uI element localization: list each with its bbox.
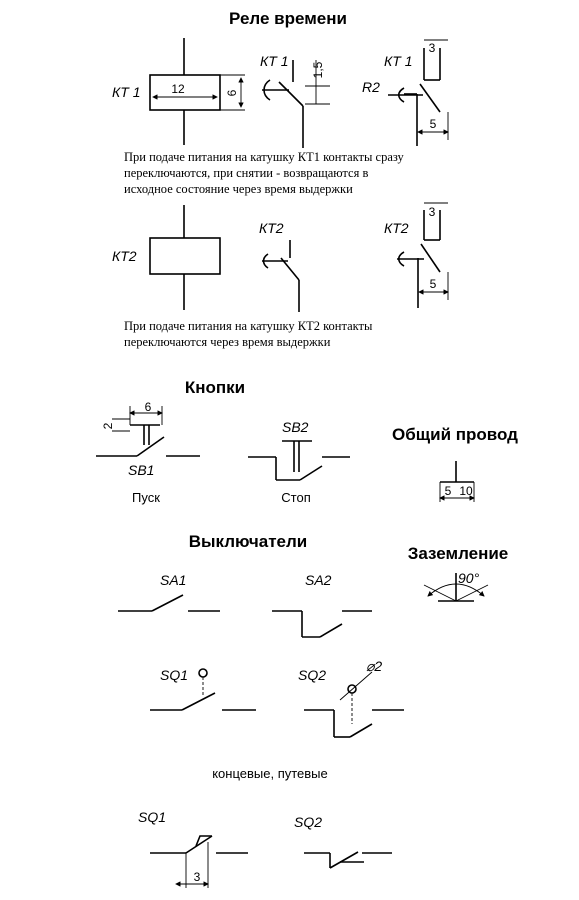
kt2-dim-5: 5 bbox=[429, 277, 437, 291]
sb1-dim-2: 2 bbox=[101, 422, 115, 430]
sb2-caption: Стоп bbox=[281, 490, 311, 505]
sa1-switch-symbol bbox=[118, 595, 220, 611]
sb1-dim-6: 6 bbox=[144, 400, 152, 414]
sb2-label: SB2 bbox=[282, 419, 309, 435]
sq2-limit-switch-symbol bbox=[304, 852, 392, 868]
ground-angle-label: 90° bbox=[458, 570, 480, 586]
kt1-r2-label: R2 bbox=[362, 79, 380, 95]
kt2-contact-1-symbol bbox=[262, 240, 299, 312]
common-wire-section-title: Общий провод bbox=[392, 425, 518, 444]
sb1-label: SB1 bbox=[128, 462, 155, 478]
kt2-note-line-2: переключаются через время выдержки bbox=[124, 335, 331, 349]
buttons-section-title: Кнопки bbox=[184, 378, 246, 397]
kt1-dim-5: 5 bbox=[429, 117, 437, 131]
kt2-contact-2-symbol bbox=[397, 203, 448, 308]
sa1-label: SA1 bbox=[160, 572, 187, 588]
kt2-coil-symbol bbox=[150, 205, 220, 310]
kt2-contact-1-label: КТ2 bbox=[259, 220, 284, 236]
kt1-note-line-3: исходное состояние через время выдержки bbox=[124, 182, 353, 196]
common-wire-dim-10: 10 bbox=[459, 484, 473, 498]
sq2-diameter-label: ⌀2 bbox=[366, 658, 383, 674]
kt1-coil-label: КТ 1 bbox=[112, 84, 141, 100]
kt1-dim-3: 3 bbox=[428, 41, 436, 55]
kt1-dim-1-5: 1,5 bbox=[311, 61, 325, 79]
sq1-limit-dim-3: 3 bbox=[193, 870, 201, 884]
limit-switches-caption: концевые, путевые bbox=[212, 766, 328, 781]
ground-section-title: Заземление bbox=[407, 544, 509, 563]
common-wire-dim-5: 5 bbox=[444, 484, 452, 498]
kt1-contact-2-label: КТ 1 bbox=[384, 53, 413, 69]
switches-section-title: Выключатели bbox=[188, 532, 308, 551]
sa2-switch-symbol bbox=[272, 611, 372, 637]
kt2-contact-2-label: КТ2 bbox=[384, 220, 409, 236]
sq2-limit-label: SQ2 bbox=[294, 814, 323, 830]
relay-section-title: Реле времени bbox=[229, 9, 347, 28]
sb2-button-symbol bbox=[248, 441, 350, 480]
kt2-note-line-1: При подаче питания на катушку КТ2 контакты bbox=[124, 319, 373, 333]
kt1-note-line-2: переключаются, при снятии - возвращаются в bbox=[124, 166, 369, 180]
sq1-limit-label: SQ1 bbox=[138, 809, 167, 825]
kt1-contact-1-label: КТ 1 bbox=[260, 53, 289, 69]
kt1-note-line-1: При подаче питания на катушку КТ1 контакты сразу bbox=[124, 150, 404, 164]
sa2-label: SA2 bbox=[305, 572, 332, 588]
kt2-dim-3: 3 bbox=[428, 205, 436, 219]
kt1-dim-6: 6 bbox=[225, 89, 239, 97]
sb1-caption: Пуск bbox=[132, 490, 160, 505]
sq1-label: SQ1 bbox=[160, 667, 189, 683]
sq2-label: SQ2 bbox=[298, 667, 327, 683]
kt2-coil-label: КТ2 bbox=[112, 248, 137, 264]
kt1-dim-12: 12 bbox=[171, 82, 185, 96]
